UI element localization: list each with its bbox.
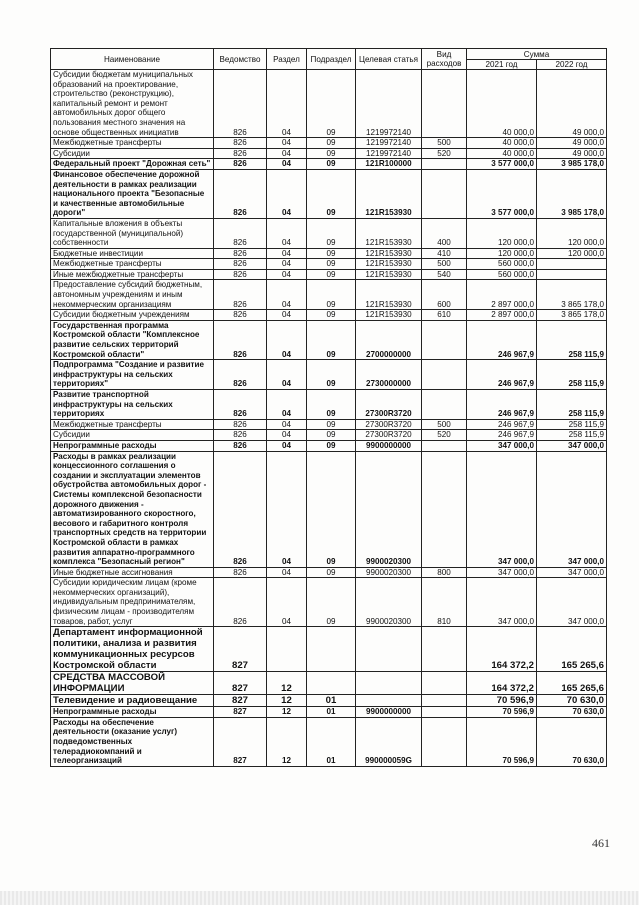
cell-target-article: 9900020300 (356, 578, 422, 627)
cell-vedomstvo: 826 (214, 578, 267, 627)
table-row (51, 451, 607, 567)
cell-name: Субсидии бюджетным учреждениям (51, 310, 214, 321)
table-row (51, 169, 607, 218)
cell-razdel: 04 (267, 360, 307, 390)
cell-vedomstvo: 826 (214, 310, 267, 321)
table-body (51, 70, 607, 767)
cell-expense-type: 520 (422, 430, 467, 441)
table-row (51, 567, 607, 578)
cell-vedomstvo: 826 (214, 320, 267, 359)
budget-table-sheet (50, 48, 606, 767)
cell-name: Расходы в рамках реализации концессионного соглашения о создании и эксплуатации элементов обустройства автомобильных дорог - Системы комплексной безопасности дорожного движения - автоматизированного скоростного, весового и габаритного контроля транспортных средств на территории Костромской области в рамках развития аппаратно-программного комплекса "Безопасный регион" (51, 451, 214, 567)
cell-vedomstvo: 827 (214, 707, 267, 718)
table-row (51, 70, 607, 138)
cell-name: Межбюджетные трансферты (51, 419, 214, 430)
table-row (51, 707, 607, 718)
cell-sum-2021: 3 577 000,0 (467, 169, 537, 218)
cell-vedomstvo: 826 (214, 169, 267, 218)
cell-expense-type: 810 (422, 578, 467, 627)
cell-sum-2021: 40 000,0 (467, 148, 537, 159)
cell-name: Иные бюджетные ассигнования (51, 567, 214, 578)
cell-sum-2022: 3 985 178,0 (537, 169, 607, 218)
cell-razdel: 12 (267, 717, 307, 766)
cell-expense-type: 540 (422, 269, 467, 280)
cell-sum-2022: 347 000,0 (537, 451, 607, 567)
cell-target-article: 121R153930 (356, 280, 422, 310)
cell-sum-2022: 70 630,0 (537, 707, 607, 718)
cell-target-article: 1219972140 (356, 148, 422, 159)
cell-sum-2021: 120 000,0 (467, 218, 537, 248)
cell-razdel: 04 (267, 259, 307, 270)
cell-razdel: 04 (267, 320, 307, 359)
cell-podrazdel: 09 (307, 360, 356, 390)
table-row (51, 717, 607, 766)
cell-name: Финансовое обеспечение дорожной деятельности в рамках реализации национального проекта "Безопасные и качественные автомобильные дороги" (51, 169, 214, 218)
header-razdel: Раздел (267, 49, 307, 70)
cell-sum-2022: 347 000,0 (537, 440, 607, 451)
cell-vedomstvo: 826 (214, 360, 267, 390)
cell-sum-2021: 120 000,0 (467, 248, 537, 259)
cell-target-article: 121R153930 (356, 218, 422, 248)
cell-name: Развитие транспортной инфраструктуры на сельских территориях (51, 390, 214, 420)
cell-expense-type: 410 (422, 248, 467, 259)
table-row (51, 248, 607, 259)
cell-razdel: 04 (267, 70, 307, 138)
cell-vedomstvo: 826 (214, 138, 267, 149)
cell-sum-2021: 164 372,2 (467, 627, 537, 672)
cell-sum-2021: 70 596,9 (467, 707, 537, 718)
cell-podrazdel: 09 (307, 148, 356, 159)
cell-vedomstvo: 826 (214, 269, 267, 280)
cell-sum-2022: 3 865 178,0 (537, 280, 607, 310)
cell-expense-type (422, 707, 467, 718)
cell-vedomstvo: 826 (214, 248, 267, 259)
cell-sum-2022: 165 265,6 (537, 627, 607, 672)
cell-sum-2021: 3 577 000,0 (467, 159, 537, 170)
cell-razdel: 04 (267, 248, 307, 259)
page-number: 461 (592, 836, 610, 850)
cell-razdel: 04 (267, 440, 307, 451)
table-row (51, 259, 607, 270)
cell-razdel: 04 (267, 280, 307, 310)
cell-podrazdel: 09 (307, 451, 356, 567)
cell-vedomstvo: 826 (214, 148, 267, 159)
cell-podrazdel: 09 (307, 159, 356, 170)
table-row (51, 440, 607, 451)
cell-sum-2021: 164 372,2 (467, 672, 537, 695)
cell-razdel: 04 (267, 269, 307, 280)
cell-razdel: 04 (267, 148, 307, 159)
cell-expense-type (422, 320, 467, 359)
cell-razdel: 12 (267, 672, 307, 695)
cell-name: Непрограммные расходы (51, 707, 214, 718)
table-row (51, 390, 607, 420)
cell-razdel: 04 (267, 159, 307, 170)
scan-footer-strip (0, 891, 639, 905)
cell-name: Субсидии бюджетам муниципальных образований на проектирование, строительство (реконструкцию), капитальный ремонт и ремонт автомобильных дорог общего пользования местного значения на основе общественных инициатив (51, 70, 214, 138)
cell-expense-type: 500 (422, 138, 467, 149)
cell-podrazdel (307, 672, 356, 695)
cell-expense-type: 520 (422, 148, 467, 159)
cell-sum-2022: 120 000,0 (537, 248, 607, 259)
cell-target-article: 1219972140 (356, 70, 422, 138)
cell-target-article: 9900020300 (356, 567, 422, 578)
table-row (51, 627, 607, 672)
cell-sum-2021: 2 897 000,0 (467, 280, 537, 310)
header-name: Наименование (51, 49, 214, 70)
cell-vedomstvo: 826 (214, 430, 267, 441)
cell-vedomstvo: 827 (214, 672, 267, 695)
cell-sum-2021: 246 967,9 (467, 430, 537, 441)
cell-name: Федеральный проект "Дорожная сеть" (51, 159, 214, 170)
table-row (51, 280, 607, 310)
cell-name: Межбюджетные трансферты (51, 259, 214, 270)
table-header (51, 49, 607, 70)
cell-sum-2021: 347 000,0 (467, 578, 537, 627)
table-row (51, 148, 607, 159)
cell-sum-2021: 2 897 000,0 (467, 310, 537, 321)
cell-name: Подпрограмма "Создание и развитие инфраструктуры на сельских территориях" (51, 360, 214, 390)
cell-vedomstvo: 827 (214, 717, 267, 766)
cell-sum-2021: 246 967,9 (467, 419, 537, 430)
cell-name: Капитальные вложения в объекты государственной (муниципальной) собственности (51, 218, 214, 248)
table-row (51, 138, 607, 149)
table-row (51, 320, 607, 359)
cell-name: Субсидии (51, 430, 214, 441)
cell-podrazdel: 09 (307, 430, 356, 441)
cell-vedomstvo: 826 (214, 440, 267, 451)
cell-name: Расходы на обеспечение деятельности (оказание услуг) подведомственных телерадиокомпаний и телеорганизаций (51, 717, 214, 766)
cell-expense-type: 800 (422, 567, 467, 578)
cell-sum-2021: 560 000,0 (467, 259, 537, 270)
cell-sum-2022: 258 115,9 (537, 390, 607, 420)
cell-podrazdel: 09 (307, 280, 356, 310)
cell-target-article: 9900020300 (356, 451, 422, 567)
cell-expense-type (422, 627, 467, 672)
cell-podrazdel: 01 (307, 717, 356, 766)
cell-expense-type (422, 717, 467, 766)
cell-target-article (356, 695, 422, 707)
cell-sum-2022: 258 115,9 (537, 360, 607, 390)
cell-podrazdel: 09 (307, 320, 356, 359)
cell-sum-2021: 40 000,0 (467, 138, 537, 149)
cell-sum-2022: 3 985 178,0 (537, 159, 607, 170)
cell-name: Иные межбюджетные трансферты (51, 269, 214, 280)
budget-table (50, 48, 607, 767)
cell-expense-type (422, 695, 467, 707)
cell-vedomstvo: 826 (214, 451, 267, 567)
cell-expense-type: 610 (422, 310, 467, 321)
cell-name: Предоставление субсидий бюджетным, автономным учреждениям и иным некоммерческим организациям (51, 280, 214, 310)
cell-sum-2021: 70 596,9 (467, 717, 537, 766)
cell-name: СРЕДСТВА МАССОВОЙ ИНФОРМАЦИИ (51, 672, 214, 695)
cell-target-article: 2700000000 (356, 320, 422, 359)
cell-name: Субсидии юридическим лицам (кроме некоммерческих организаций), индивидуальным предпринимателям, физическим лицам - производителям товаров, работ, услуг (51, 578, 214, 627)
cell-podrazdel: 09 (307, 578, 356, 627)
cell-target-article: 27300R3720 (356, 390, 422, 420)
header-expense-type: Вид расходов (422, 49, 467, 70)
cell-expense-type (422, 159, 467, 170)
cell-target-article: 27300R3720 (356, 430, 422, 441)
cell-sum-2021: 246 967,9 (467, 320, 537, 359)
cell-podrazdel: 09 (307, 248, 356, 259)
table-row (51, 672, 607, 695)
cell-podrazdel: 09 (307, 390, 356, 420)
table-row (51, 695, 607, 707)
cell-sum-2022 (537, 269, 607, 280)
cell-sum-2021: 246 967,9 (467, 360, 537, 390)
cell-podrazdel: 09 (307, 419, 356, 430)
cell-target-article: 27300R3720 (356, 419, 422, 430)
cell-sum-2022: 347 000,0 (537, 567, 607, 578)
header-year-2021: 2021 год (467, 60, 537, 70)
cell-target-article: 121R100000 (356, 159, 422, 170)
cell-target-article (356, 672, 422, 695)
header-target-article: Целевая статья (356, 49, 422, 70)
cell-expense-type (422, 672, 467, 695)
cell-sum-2021: 347 000,0 (467, 440, 537, 451)
cell-name: Межбюджетные трансферты (51, 138, 214, 149)
cell-sum-2022 (537, 259, 607, 270)
cell-razdel: 04 (267, 310, 307, 321)
cell-sum-2021: 40 000,0 (467, 70, 537, 138)
header-podrazdel: Подраздел (307, 49, 356, 70)
cell-vedomstvo: 826 (214, 70, 267, 138)
cell-sum-2022: 165 265,6 (537, 672, 607, 695)
cell-target-article: 121R153930 (356, 269, 422, 280)
cell-sum-2022: 70 630,0 (537, 717, 607, 766)
table-row (51, 360, 607, 390)
cell-vedomstvo: 827 (214, 627, 267, 672)
cell-expense-type (422, 169, 467, 218)
cell-name: Субсидии (51, 148, 214, 159)
cell-vedomstvo: 826 (214, 390, 267, 420)
cell-target-article: 990000059G (356, 717, 422, 766)
cell-sum-2022: 70 630,0 (537, 695, 607, 707)
cell-expense-type (422, 451, 467, 567)
cell-podrazdel: 09 (307, 70, 356, 138)
cell-sum-2022: 49 000,0 (537, 70, 607, 138)
cell-expense-type (422, 390, 467, 420)
cell-sum-2022: 347 000,0 (537, 578, 607, 627)
cell-podrazdel: 09 (307, 310, 356, 321)
cell-razdel: 04 (267, 567, 307, 578)
cell-podrazdel: 09 (307, 218, 356, 248)
table-row (51, 430, 607, 441)
cell-sum-2022: 49 000,0 (537, 148, 607, 159)
cell-podrazdel: 09 (307, 169, 356, 218)
cell-razdel: 04 (267, 451, 307, 567)
table-row (51, 269, 607, 280)
cell-target-article: 121R153930 (356, 169, 422, 218)
cell-podrazdel: 09 (307, 138, 356, 149)
cell-target-article: 1219972140 (356, 138, 422, 149)
table-row (51, 419, 607, 430)
table-row (51, 218, 607, 248)
cell-razdel (267, 627, 307, 672)
table-row (51, 159, 607, 170)
cell-sum-2022: 258 115,9 (537, 320, 607, 359)
cell-vedomstvo: 826 (214, 259, 267, 270)
cell-sum-2022: 3 865 178,0 (537, 310, 607, 321)
cell-vedomstvo: 826 (214, 419, 267, 430)
cell-sum-2021: 246 967,9 (467, 390, 537, 420)
cell-name: Непрограммные расходы (51, 440, 214, 451)
cell-target-article: 2730000000 (356, 360, 422, 390)
cell-razdel: 12 (267, 695, 307, 707)
cell-expense-type: 400 (422, 218, 467, 248)
cell-sum-2022: 49 000,0 (537, 138, 607, 149)
header-sum: Сумма (467, 49, 607, 60)
cell-name: Департамент информационной политики, анализа и развития коммуникационных ресурсов Костромской области (51, 627, 214, 672)
cell-target-article: 121R153930 (356, 248, 422, 259)
cell-razdel: 04 (267, 218, 307, 248)
cell-expense-type (422, 70, 467, 138)
cell-podrazdel: 09 (307, 567, 356, 578)
cell-razdel: 12 (267, 707, 307, 718)
cell-razdel: 04 (267, 419, 307, 430)
cell-name: Бюджетные инвестиции (51, 248, 214, 259)
cell-vedomstvo: 826 (214, 218, 267, 248)
cell-sum-2022: 258 115,9 (537, 419, 607, 430)
cell-sum-2022: 120 000,0 (537, 218, 607, 248)
cell-target-article (356, 627, 422, 672)
cell-razdel: 04 (267, 430, 307, 441)
cell-podrazdel: 09 (307, 440, 356, 451)
cell-razdel: 04 (267, 578, 307, 627)
cell-vedomstvo: 827 (214, 695, 267, 707)
cell-vedomstvo: 826 (214, 159, 267, 170)
cell-sum-2022: 258 115,9 (537, 430, 607, 441)
cell-name: Телевидение и радиовещание (51, 695, 214, 707)
cell-sum-2021: 347 000,0 (467, 451, 537, 567)
cell-podrazdel (307, 627, 356, 672)
cell-sum-2021: 347 000,0 (467, 567, 537, 578)
header-year-2022: 2022 год (537, 60, 607, 70)
cell-razdel: 04 (267, 138, 307, 149)
cell-razdel: 04 (267, 169, 307, 218)
cell-sum-2021: 560 000,0 (467, 269, 537, 280)
cell-target-article: 121R153930 (356, 259, 422, 270)
cell-podrazdel: 09 (307, 259, 356, 270)
cell-target-article: 9900000000 (356, 440, 422, 451)
cell-target-article: 9900000000 (356, 707, 422, 718)
cell-expense-type: 600 (422, 280, 467, 310)
table-row (51, 578, 607, 627)
cell-podrazdel: 09 (307, 269, 356, 280)
cell-razdel: 04 (267, 390, 307, 420)
cell-expense-type: 500 (422, 419, 467, 430)
cell-target-article: 121R153930 (356, 310, 422, 321)
cell-expense-type: 500 (422, 259, 467, 270)
cell-sum-2021: 70 596,9 (467, 695, 537, 707)
header-vedomstvo: Ведомство (214, 49, 267, 70)
cell-name: Государственная программа Костромской области "Комплексное развитие сельских территорий Костромской области" (51, 320, 214, 359)
cell-podrazdel: 01 (307, 695, 356, 707)
table-row (51, 310, 607, 321)
cell-expense-type (422, 440, 467, 451)
cell-vedomstvo: 826 (214, 280, 267, 310)
cell-expense-type (422, 360, 467, 390)
cell-vedomstvo: 826 (214, 567, 267, 578)
cell-podrazdel: 01 (307, 707, 356, 718)
